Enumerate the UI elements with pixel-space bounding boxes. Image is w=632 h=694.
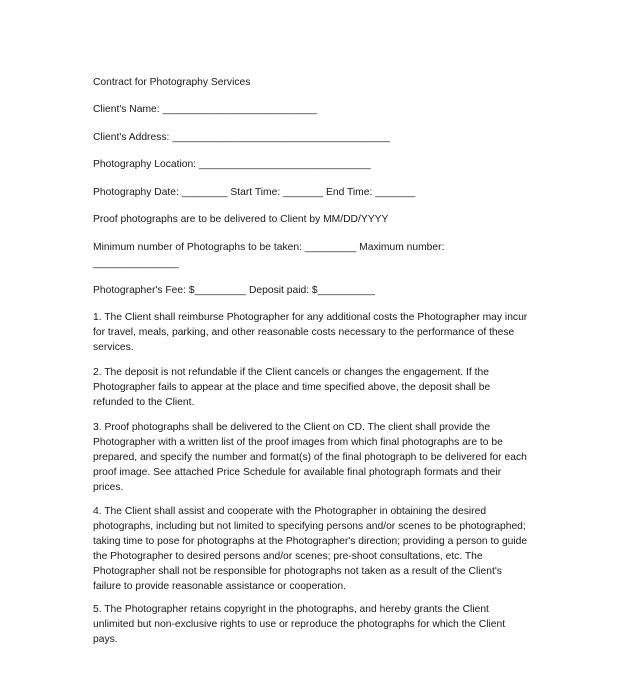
clause-line: unlimited but non-exclusive rights to use or reproduce the photographs for which the Client (93, 619, 506, 630)
photography-date-time-field: Photography Date: ________ Start Time: _______ End Time: _______ (93, 187, 416, 198)
clause-line: for travel, meals, parking, and other reasonable costs necessary to the performance of these (93, 327, 515, 338)
clause-line: photographs, including but not limited to specifying persons and/or scenes to be photographed; (93, 521, 526, 532)
clients-address-field: Client's Address: ______________________________________ (93, 132, 390, 143)
clause-line: 5. The Photographer retains copyright in the photographs, and hereby grants the Client (93, 604, 489, 615)
clause-line: prepared, and specify the number and format(s) of the final photograph to be delivered for each (93, 452, 527, 463)
clause-line: refunded to the Client. (93, 397, 195, 408)
clause-line: services. (93, 342, 134, 353)
clause-line: taking time to pose for photographs at the Photographer's direction; providing a person to guide (93, 536, 528, 547)
clause-5 (93, 602, 553, 647)
proof-delivery-line: Proof photographs are to be delivered to Client by MM/DD/YYYY (93, 214, 389, 225)
clause-line: Photographer fails to appear at the place and time specified above, the deposit shall be (93, 382, 491, 393)
clause-line: Photographer shall not be responsible for photographs not taken as a result of the Client's (93, 566, 502, 577)
clause-3 (93, 420, 553, 495)
clause-line: Photographer with a written list of the proof images from which final photographs are to be (93, 437, 503, 448)
photo-count-field: Minimum number of Photographs to be taken: _________ Maximum number: (93, 242, 445, 253)
maximum-number-blank: _______________ (93, 258, 179, 269)
clause-line: 2. The deposit is not refundable if the Client cancels or changes the engagement. If the (93, 367, 489, 378)
clause-line: proof image. See attached Price Schedule for available final photograph formats and their (93, 467, 502, 478)
clause-4 (93, 504, 553, 594)
clause-line: the Photographer to desired persons and/or scenes; pre-shoot consultations, etc. The (93, 551, 483, 562)
clause-line: failure to provide reasonable assistance or cooperation. (93, 581, 346, 592)
clause-line: 4. The Client shall assist and cooperate with the Photographer in obtaining the desired (93, 506, 487, 517)
clause-line: 1. The Client shall reimburse Photographer for any additional costs the Photographer may incur (93, 312, 528, 323)
clause-line: prices. (93, 482, 124, 493)
clause-2 (93, 365, 553, 410)
clause-line: pays. (93, 634, 118, 645)
contract-title: Contract for Photography Services (93, 77, 251, 88)
clause-1 (93, 310, 553, 355)
clients-name-field: Client's Name: ___________________________ (93, 104, 318, 115)
clause-line: 3. Proof photographs shall be delivered to the Client on CD. The client shall provide the (93, 422, 491, 433)
photography-location-field: Photography Location: ______________________________ (93, 159, 371, 170)
fee-deposit-field: Photographer's Fee: $_________ Deposit paid: $__________ (93, 285, 375, 296)
